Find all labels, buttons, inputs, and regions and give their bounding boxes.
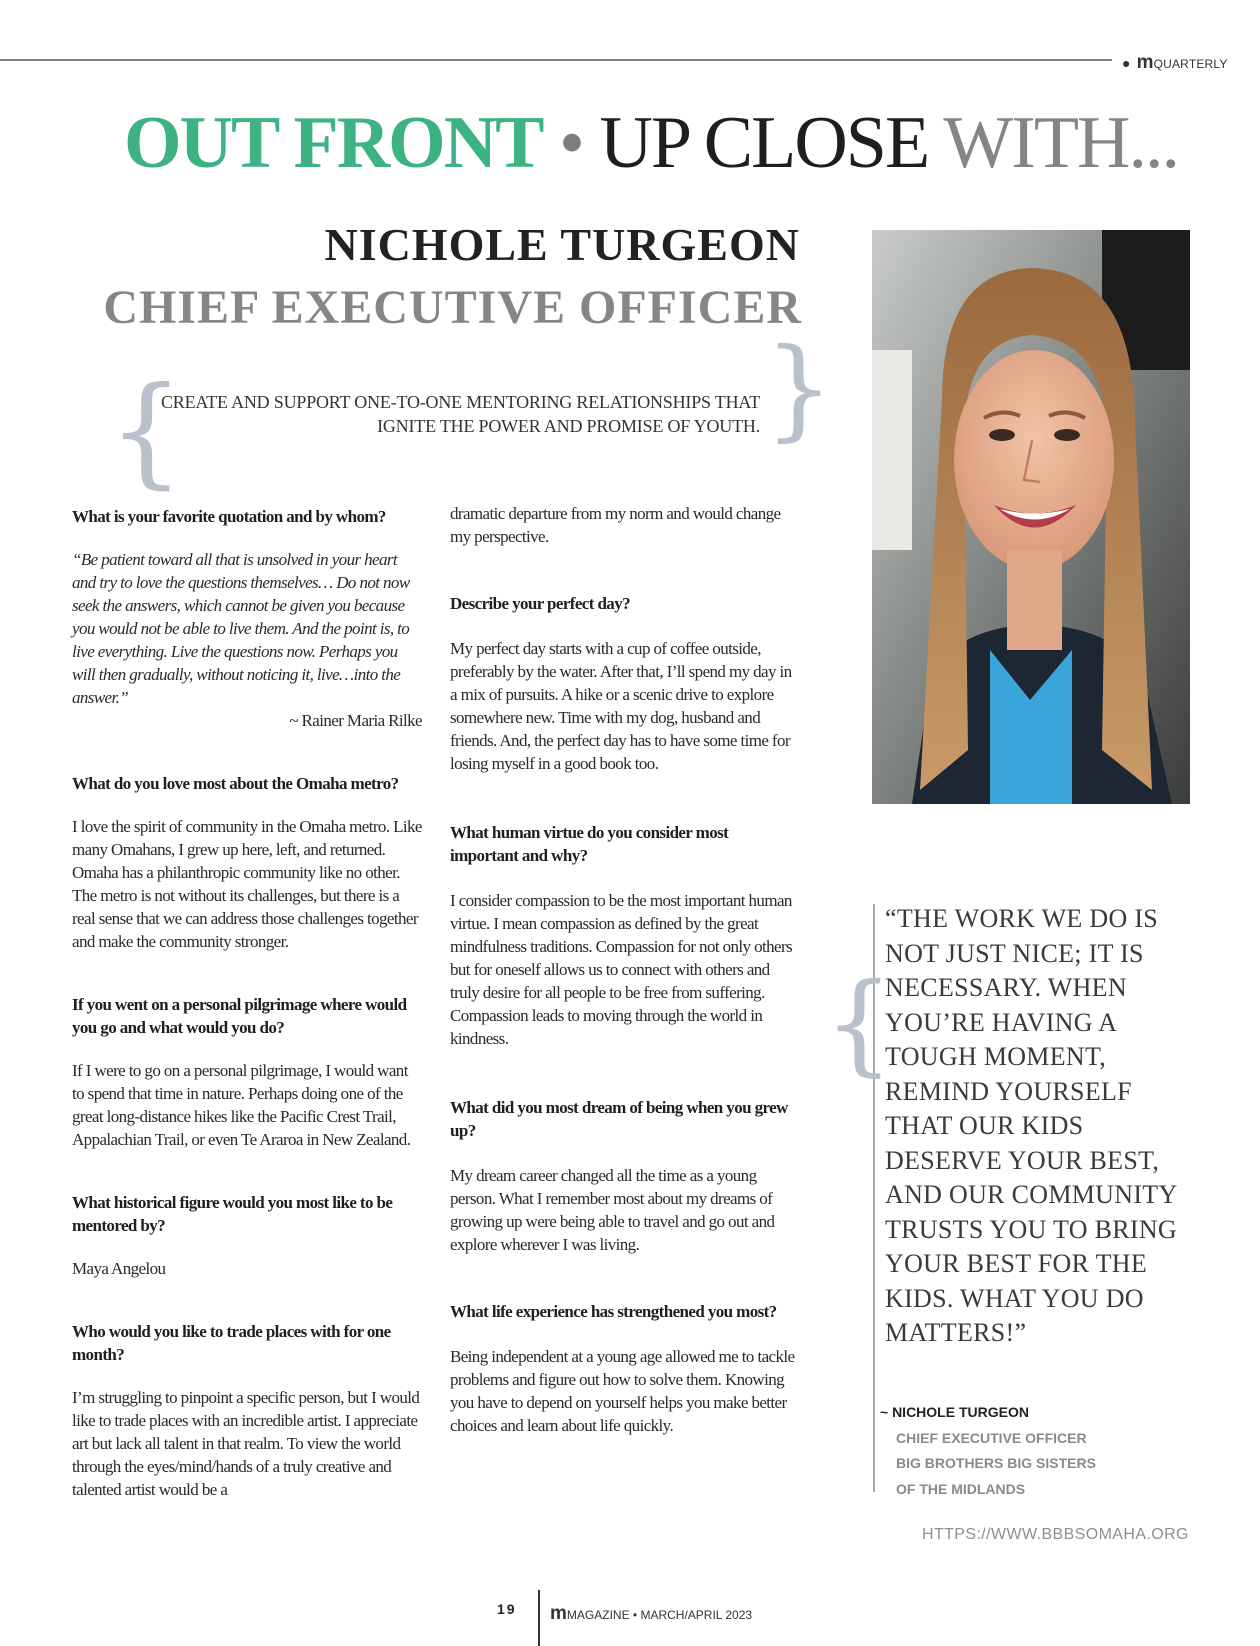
- portrait-photo-icon: [872, 230, 1190, 804]
- section-title: [124, 102, 1224, 184]
- website-url: HTTPS://WWW.BBBSOMAHA.ORG: [922, 1526, 1189, 1543]
- section-title-part1: OUT FRONT: [124, 102, 543, 184]
- answer-omaha-metro: I love the spirit of community in the Omaha metro. Like many Omahans, I grew up here, left, and returned. Omaha has a philanthropic community like no other. The metro is not without its challenges, but there is a real sense that we can address those challenges together and make the community stronger.: [72, 817, 422, 951]
- bullet-icon: ●: [1122, 55, 1131, 71]
- answer-trade-places-continued: dramatic departure from my norm and would change my perspective.: [450, 504, 781, 546]
- qa-column-right: [450, 502, 800, 1437]
- qa-column-left: [72, 505, 422, 1501]
- pull-quote-attribution: [880, 1400, 1096, 1502]
- answer-human-virtue: I consider compassion to be the most important human virtue. I mean compassion as defined by the great mindfulness traditions. Compassion for not only others but for oneself allows us to connect with others and truly desire for all people to be free from suffering. Compassion leads to moving through the world in kindness.: [450, 891, 793, 1048]
- attribution-title: CHIEF EXECUTIVE OFFICER: [896, 1429, 1087, 1446]
- question-pilgrimage: If you went on a personal pilgrimage where would you go and what would you do?: [72, 995, 407, 1037]
- question-historical-figure: What historical figure would you most like to be mentored by?: [72, 1193, 393, 1235]
- person-role: CHIEF EXECUTIVE OFFICER: [103, 281, 802, 334]
- page-number: 19: [497, 1601, 517, 1617]
- mission-line-1: CREATE AND SUPPORT ONE-TO-ONE MENTORING RELATIONSHIPS THAT: [160, 392, 760, 412]
- mission-statement: [150, 390, 760, 438]
- footer-magazine-logo: m: [550, 1603, 566, 1624]
- pull-quote: “THE WORK WE DO IS NOT JUST NICE; IT IS NECESSARY. WHEN YOU’RE HAVING A TOUGH MOMENT, REMIND YOURSELF THAT OUR KIDS DESERVE YOUR BEST, AND OUR COMMUNITY TRUSTS YOU TO BRING YOUR BEST FOR THE KIDS. WHAT YOU DO MATTERS!”: [885, 904, 1177, 1347]
- answer-trade-places: I’m struggling to pinpoint a specific person, but I would like to trade places with an incredible artist. I appreciate art but lack all talent in that realm. To view the world through the eyes/mind/hands of a truly creative and talented artist would be a: [72, 1388, 420, 1499]
- header-label: QUARTERLY: [1153, 57, 1228, 71]
- answer-dream-career: My dream career changed all the time as a young person. What I remember most about my dreams of growing up were being able to travel and go out and explore wherever I was living.: [450, 1166, 775, 1254]
- question-life-experience: What life experience has strengthened you most?: [450, 1302, 777, 1321]
- section-title-part3: WITH...: [943, 102, 1178, 184]
- answer-perfect-day: My perfect day starts with a cup of coffee outside, preferably by the water. After that, I’ll spend my day in a mix of pursuits. A hike or a scenic drive to explore somewhere new. Time with my dog, husband and friends. And, the perfect day has to have some time for losing myself in a good book too.: [450, 639, 792, 773]
- portrait-illustration: [872, 230, 1190, 804]
- pull-quote-brace-icon: {: [824, 959, 894, 1087]
- section-title-part2: UP CLOSE: [599, 102, 929, 184]
- answer-favorite-quotation: “Be patient toward all that is unsolved in your heart and try to love the questions themselves… Do not now seek the answers, which cannot be given you because you would not be able to live them. And the point is, to live everything. Live the questions now. Perhaps you will then gradually, without noticing it, live…into the answer.”: [72, 550, 410, 707]
- attribution-org-line-1: BIG BROTHERS BIG SISTERS: [896, 1455, 1096, 1471]
- quotation-attribution: ~ Rainer Maria Rilke: [289, 711, 422, 730]
- top-rule: [0, 59, 1112, 61]
- person-name: NICHOLE TURGEON: [324, 219, 800, 270]
- section-title-separator: •: [559, 102, 583, 184]
- footer-label: MAGAZINE • MARCH/APRIL 2023: [566, 1608, 753, 1622]
- question-perfect-day: Describe your perfect day?: [450, 594, 631, 613]
- mission-line-2: IGNITE THE POWER AND PROMISE OF YOUTH.: [377, 416, 760, 436]
- footer-rule: [538, 1590, 540, 1646]
- question-human-virtue: What human virtue do you consider most important and why?: [450, 823, 729, 865]
- attribution-org-line-2: OF THE MIDLANDS: [896, 1480, 1026, 1497]
- footer-tag: [550, 1603, 752, 1625]
- attribution-name: ~ NICHOLE TURGEON: [880, 1404, 1029, 1420]
- open-brace-icon: {: [108, 362, 185, 501]
- answer-pilgrimage: If I were to go on a personal pilgrimage, I would want to spend that time in nature. Perhaps doing one of the great long-distance hikes like the Pacific Crest Trail, Appalachian Trail, or even Te Araroa in New Zealand.: [72, 1061, 411, 1149]
- question-omaha-metro: What do you love most about the Omaha metro?: [72, 774, 399, 793]
- answer-historical-figure: Maya Angelou: [72, 1259, 166, 1278]
- question-dream-career: What did you most dream of being when you grew up?: [450, 1098, 788, 1140]
- header-tag: [1122, 52, 1228, 74]
- magazine-logo: m: [1136, 52, 1153, 73]
- answer-life-experience: Being independent at a young age allowed me to tackle problems and figure out how to solve them. Knowing you have to depend on yourself helps you make better choices and learn about life quickly.: [450, 1347, 795, 1435]
- close-brace-icon: }: [764, 324, 834, 452]
- question-trade-places: Who would you like to trade places with for one month?: [72, 1322, 391, 1364]
- question-favorite-quotation: What is your favorite quotation and by whom?: [72, 507, 386, 526]
